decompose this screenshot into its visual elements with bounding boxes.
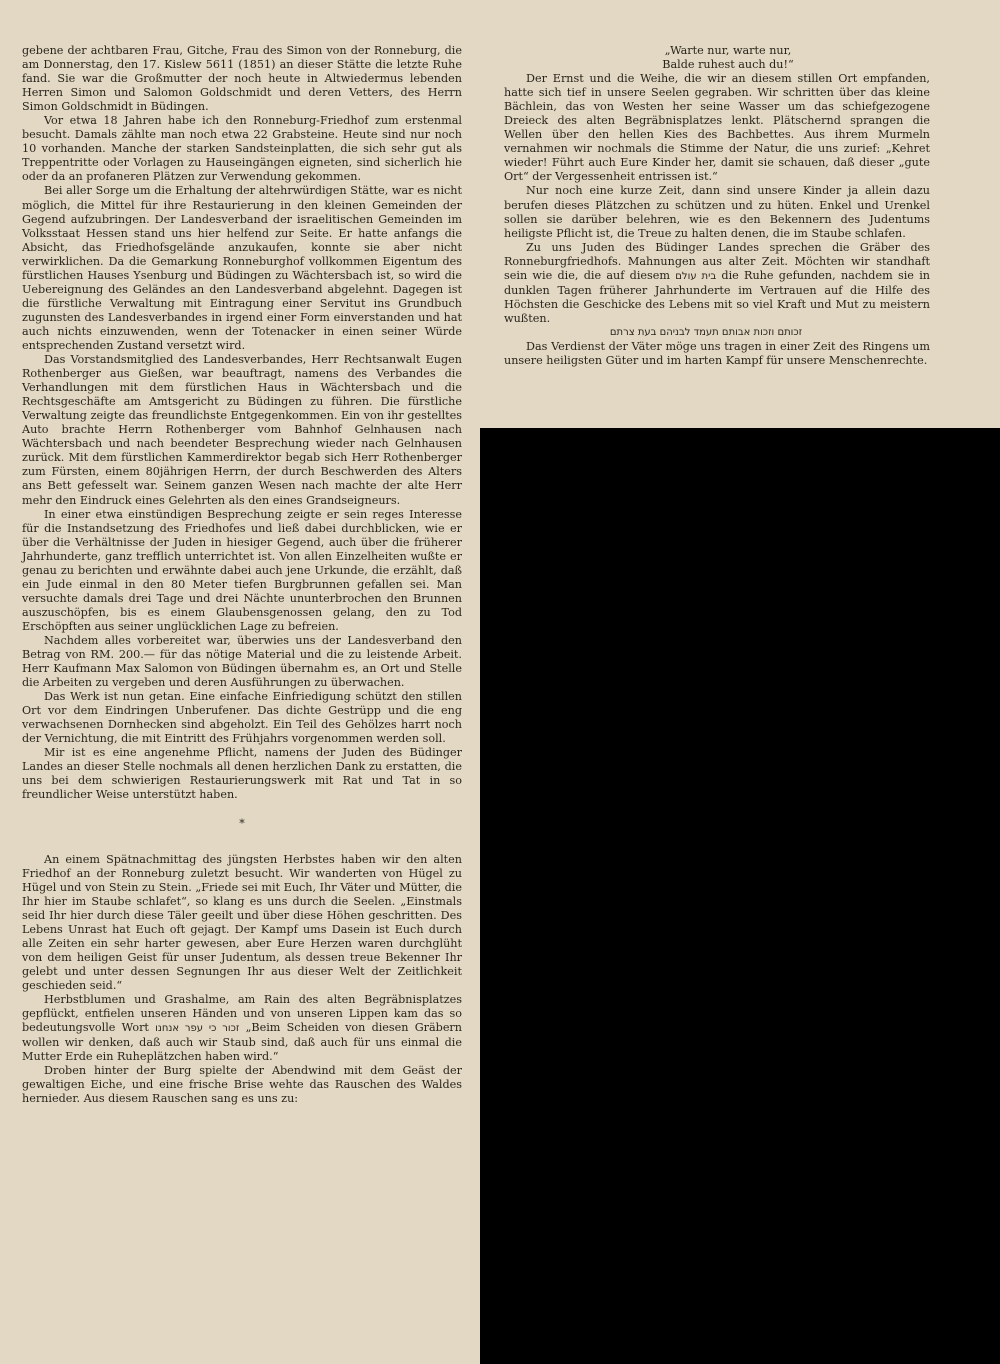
poem-line: „Warte nur, warte nur, — [664, 44, 792, 57]
paragraph-text: Herbstblumen und Grashalme, am Rain des alten Begräbnisplatzes gepflückt, entfielen unseren Händen und von unseren Lippen kam das so bedeutungsvolle Wort — [22, 993, 462, 1035]
paragraph: Vor etwa 18 Jahren habe ich den Ronneburg-Friedhof zum erstenmal besucht. Damals zählte man noch etwa 22 Grabsteine. Heute sind nur noch 10 vorhanden. Manche der starken Sandsteinplatten, die sich sehr gut als Treppentritte oder Vorlagen zu Hauseingängen eigneten, sind sicherlich hie oder da an profaneren Plätzen zur Verwendung gekommen. — [22, 114, 462, 184]
paragraph: Das Vorstandsmitglied des Landesverbandes, Herr Rechtsanwalt Eugen Rothenberger aus Gießen, war beauftragt, namens des Verbandes die Verhandlungen mit dem fürstlichen Haus in Wächtersbach und die Rechtsgeschäfte am Amtsgericht zu Büdingen zu führen. Die fürstliche Verwaltung zeigte das freundlichste Entgegenkommen. Ein von ihr gestelltes Auto brachte Herrn Rothenberger vom Bahnhof Gelnhausen nach Wächtersbach und nach beendeter Besprechung wieder nach Gelnhausen zurück. Mit dem fürstlichen Kammerdirektor begab sich Herr Rothenberger zum Fürsten, einem 80jährigen Herrn, der durch Beschwerden des Alters ans Bett gefesselt war. Seinem ganzen Wesen nach machte der alte Herr mehr den Eindruck eines Gelehrten als den eines Grandseigneurs. — [22, 353, 462, 507]
hebrew-verse: זכותם וזכות אבותם תעמד לבניהם בעת צרתם — [609, 326, 803, 338]
left-text-column — [22, 44, 462, 1106]
right-text-column — [504, 44, 930, 368]
paragraph: An einem Spätnachmittag des jüngsten Herbstes haben wir den alten Friedhof an der Ronneburg zuletzt besucht. Wir wanderten von Hügel zu Hügel und von Stein zu Stein. „Friede sei mit Euch, Ihr Väter und Mütter, die Ihr hier im Staube schlafet“, so klang es uns durch die Seelen. „Einstmals seid Ihr hier durch diese Täler geeilt und über diese Höhen geschritten. Des Lebens Unrast hat Euch oft gejagt. Der Kampf ums Dasein ist Euch durch alle Zeiten ein sehr harter gewesen, aber Eure Herzen waren durchglüht von dem heiligen Geist für unser Judentum, als dessen treue Bekenner Ihr gelebt und unter dessen Segnungen Ihr aus dieser Welt der Zeitlichkeit geschieden seid.“ — [22, 852, 462, 992]
paragraph: Der Ernst und die Weihe, die wir an diesem stillen Ort empfanden, hatte sich tief in unsere Seelen gegraben. Wir schritten über das kleine Bächlein, das von Westen her seine Wasser um das schiefgezogene Dreieck des alten Begräbnisplatzes lenkt. Plätschernd sprangen die Wellen über den hellen Kies des Bachbettes. Aus ihrem Murmeln vernahmen wir nochmals die Stimme der Natur, die uns zurief: „Kehret wieder! Führt auch Eure Kinder her, damit sie schauen, daß dieser „gute Ort“ der Vergessenheit entrissen ist.“ — [504, 72, 930, 184]
paragraph: Mir ist es eine angenehme Pflicht, namens der Juden des Büdinger Landes an dieser Stelle nochmals all denen herzlichen Dank zu erstatten, die uns bei dem schwierigen Restaurierungswerk mit Rat und Tat in so freundlicher Weise unterstützt haben. — [22, 746, 462, 802]
paragraph: gebene der achtbaren Frau, Gitche, Frau des Simon von der Ronneburg, die am Donnerstag, den 17. Kislew 5611 (1851) an dieser Stätte die letzte Ruhe fand. Sie war die Großmutter der noch heute in Altwiedermus lebenden Herren Simon und Salomon Goldschmidt und deren Vetters, des Herrn Simon Goldschmidt in Büdingen. — [22, 44, 462, 114]
paragraph — [504, 241, 930, 326]
paragraph: Das Werk ist nun getan. Eine einfache Einfriedigung schützt den stillen Ort vor dem Eindringen Unberufener. Das dichte Gestrüpp und die eng verwachsenen Dornhecken sind abgeholzt. Ein Teil des Gehölzes harrt noch der Vernichtung, die mit Eintritt des Frühjahrs vorgenommen werden soll. — [22, 690, 462, 746]
hebrew-quote: זכור כי עפר אנחנו — [155, 1023, 240, 1035]
poem-line: Balde ruhest auch du!“ — [662, 58, 794, 72]
paragraph: Das Verdienst der Väter möge uns tragen in einer Zeit des Ringens um unsere heiligsten Güter und im harten Kampf für unsere Menschenrechte. — [504, 339, 930, 368]
section-divider: * — [239, 816, 245, 830]
paragraph: Nachdem alles vorbereitet war, überwies uns der Landesverband den Betrag von RM. 200.— für das nötige Material und die zu leistende Arbeit. Herr Kaufmann Max Salomon von Büdingen übernahm es, an Ort und Stelle die Arbeiten zu vergeben und deren Ausführungen zu überwachen. — [22, 633, 462, 690]
paragraph: Bei aller Sorge um die Erhaltung der altehrwürdigen Stätte, war es nicht möglich, die Mittel für ihre Restaurierung in den kleinen Gemeinden der Gegend aufzubringen. Der Landesverband der israelitischen Gemeinden im Volksstaat Hessen stand uns hier helfend zur Seite. Er hatte anfangs die Absicht, das Friedhofsgelände anzukaufen, konnte sie aber nicht verwirklichen. Da die Gemarkung Ronneburghof vollkommen Eigentum des fürstlichen Hauses Ysenburg und Büdingen zu Wächtersbach ist, so wird die Uebereignung des Geländes an den Landesverband abgelehnt. Dagegen ist die fürstliche Verwaltung mit Eintragung einer Servitut ins Grundbuch zugunsten des Landesverbandes in irgend einer Form einverstanden und hat auch nichts einzuwenden, wenn der Totenacker in einen seiner Würde entsprechenden Zustand versetzt wird. — [22, 184, 462, 352]
paragraph-text: die Ruhe gefunden, nachdem sie in dunklen Tagen früherer Jahrhunderte im Vertrauen auf die Hilfe des Höchsten die Geschicke des Lebens mit so viel Kraft und Mut zu meistern wußten. — [504, 268, 931, 325]
paragraph — [22, 993, 462, 1064]
paragraph-text: Zu uns Juden des Büdinger Landes sprechen die Gräber des Ronneburgfriedhofs. Mahnungen aus alter Zeit. Möchten wir standhaft sein wie die, die auf diesem — [504, 240, 930, 282]
hebrew-phrase: בית עולם — [675, 270, 717, 282]
paragraph: In einer etwa einstündigen Besprechung zeigte er sein reges Interesse für die Instandsetzung des Friedhofes und ließ dabei durchblicken, wie er über die Verhältnisse der Juden in hiesiger Gegend, auch über die früherer Jahrhunderte, ganz trefflich unterrichtet ist. Von allen Einzelheiten wußte er genau zu berichten und erwähnte dabei auch jene Urkunde, die erzählt, daß ein Jude einmal in den 80 Meter tiefen Burgbrunnen gefallen sei. Man versuchte damals drei Tage und drei Nächte ununterbrochen den Brunnen auszuschöpfen, bis es einem Glaubensgenossen gelang, den zu Tod Erschöpften aus seiner unglücklichen Lage zu befreien. — [22, 507, 462, 633]
paragraph: Nur noch eine kurze Zeit, dann sind unsere Kinder ja allein dazu berufen dieses Plätzchen zu schützen und zu hüten. Enkel und Urenkel sollen sie darüber belehren, wie es den Bekennern des Judentums heiligste Pflicht ist, die Treue zu halten denen, die im Staube schlafen. — [504, 184, 930, 240]
paragraph-text: „Beim Scheiden von diesen Gräbern wollen wir denken, daß auch wir Staub sind, daß auch für uns einmal die Mutter Erde ein Ruheplätzchen haben wird.“ — [22, 1021, 462, 1064]
paragraph: Droben hinter der Burg spielte der Abendwind mit dem Geäst der gewaltigen Eiche, und eine frische Brise wehte das Rauschen des Waldes hernieder. Aus diesem Rauschen sang es uns zu: — [22, 1064, 462, 1106]
